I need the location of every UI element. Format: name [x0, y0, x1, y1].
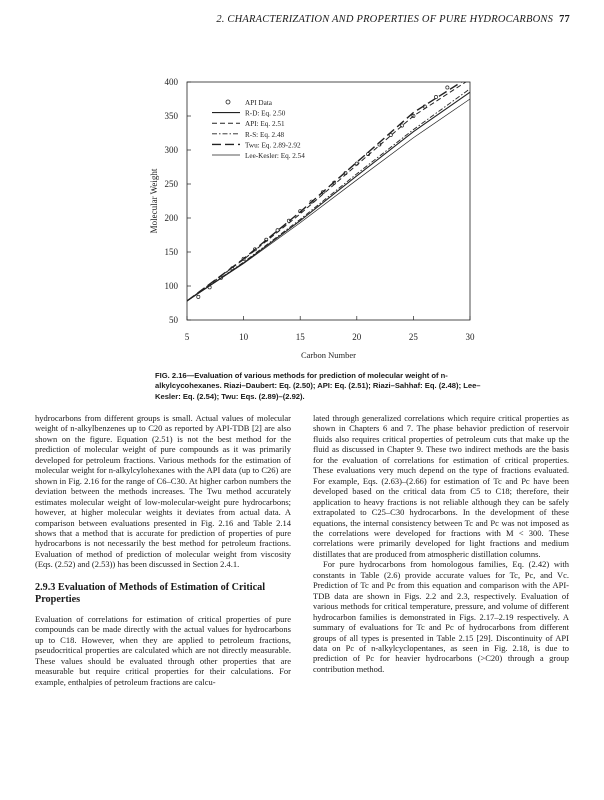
- y-tick-label: 50: [169, 315, 178, 325]
- series-line-lee-kesler-eq-2-54: [187, 99, 470, 301]
- y-tick-label: 200: [164, 213, 178, 223]
- api-data-point: [446, 86, 449, 89]
- y-tick-label: 250: [164, 179, 178, 189]
- right-paragraph-2: For pure hydrocarbons from homologous families, Eq. (2.42) with constants in Table (2.6) provide accurate values for Tc, Pc, and Vc. Prediction of Tc and Pc from this equation and comparison with the API-TDB data are shown in Figs. 2.2 and 2.3, respectively. Evaluation of various methods for critical temperature, pressure, and volume of different hydrocarbon families is demonstrated in Figs. 2.17–2.19 respectively. A summary of evaluations for Tc and Pc of hydrocarbons from different groups of all types is presented in Table 2.15 [29]. Discontinuity of API data on Pc of n-alkylcyclopentanes, as seen in Fig. 2.18, is due to prediction of Pc for heavier hydrocarbons (>C20) through a group contribution method.: [313, 559, 569, 674]
- right-column: [313, 413, 569, 674]
- x-tick-label: 20: [352, 332, 362, 342]
- running-title: 2. CHARACTERIZATION AND PROPERTIES OF PURE HYDROCARBONS: [216, 14, 554, 25]
- legend-marker-api-data: [226, 100, 230, 104]
- x-tick-label: 30: [465, 332, 475, 342]
- api-data-point: [468, 67, 471, 70]
- y-tick-label: 100: [164, 281, 178, 291]
- api-data-point: [197, 295, 200, 298]
- api-data-point: [457, 76, 460, 79]
- molecular-weight-chart: [0, 0, 604, 370]
- page-number: 77: [559, 14, 570, 25]
- y-tick-label: 300: [164, 145, 178, 155]
- x-tick-label: 5: [184, 332, 190, 342]
- legend-label-lee-kesler-eq-2-54: Lee-Kesler: Eq. 2.54: [245, 152, 305, 160]
- figure-caption: [155, 371, 490, 402]
- x-tick-label: 25: [408, 332, 418, 342]
- y-tick-label: 350: [164, 111, 178, 121]
- left-column: [35, 413, 291, 687]
- left-paragraph-1: hydrocarbons from different groups is small. Actual values of molecular weight of n-alkylbenzenes up to C20 as reported by API-TDB [2] are also shown on the figure. Equation (2.51) is not the best method for the prediction of molecular weight of pure compounds as it was primarily developed for petroleum fractions. Various methods for the estimation of molecular weight for n-alkylcylohexanes with the API data (up to C26) are shown in Fig. 2.16 for the range of C6–C30. At higher carbon numbers the deviation between the methods increases. The Twu method accurately estimates molecular weight of low-molecular-weight pure hydrocarbons; however, at higher molecular weights it deviates from actual data. A comparison between evaluations presented in Fig. 2.16 and Table 2.14 shows that a method that is accurate for prediction of properties of pure hydrocarbons is not necessarily the best method for petroleum fractions. Evaluation of method of prediction of molecular weight from viscosity (Eqs. (2.52) and (2.53)) has been discussed in Section 2.4.1.: [35, 413, 291, 570]
- legend-label-r-s-eq-2-48: R-S: Eq. 2.48: [245, 130, 285, 139]
- y-axis-label: Molecular Weight: [149, 168, 159, 234]
- caption-text: Evaluation of various methods for prediction of molecular weight of n-alkylcycohexanes. Riazi–Daubert: Eq. (2.50); API: Eq. (2.51); Riazi–Sahhaf: Eq. (2.48); Lee–Kesler: Eq. (2.54); Twu: Eqs. (2.89)–(2.92).: [155, 371, 481, 401]
- y-tick-label: 150: [164, 247, 178, 257]
- legend-label-api-eq-2-51: API: Eq. 2.51: [245, 120, 285, 129]
- x-tick-label: 10: [239, 332, 249, 342]
- series-line-twu-eq-2-89-2-92: [187, 77, 470, 301]
- legend-label-twu-eq-2-89-2-92: Twu: Eq. 2.89-2.92: [245, 141, 301, 150]
- y-tick-label: 400: [164, 77, 178, 87]
- right-paragraph-1: lated through generalized correlations which require critical properties as shown in Chapters 6 and 7. The phase behavior prediction of reservoir fluids also requires critical properties of petroleum cuts that make up the fluid as discussed in Chapter 9. These two indirect methods are the basis for the evaluation of correlations for estimation of critical properties. These evaluations very much depend on the type of fractions evaluated. For example, Eqs. (2.63)–(2.66) for estimation of Tc and Pc have been developed based on the critical data from C5 to C18; therefore, their application to heavy fractions is not reliable although they can be safely extrapolated to C25–C30 hydrocarbons. In the development of these equations, the internal consistency between Tc and Pc was not imposed as the correlations were developed for fractions with M < 300. These correlations were primarily developed for light fractions and medium distillates that are produced from atmospheric distillation columns.: [313, 413, 569, 559]
- legend-label-api-data: API Data: [245, 99, 272, 107]
- caption-label: FIG. 2.16—: [155, 371, 195, 380]
- legend-label-r-d-eq-2-50: R-D: Eq. 2.50: [245, 109, 286, 118]
- x-axis-label: Carbon Number: [300, 350, 357, 360]
- section-heading: 2.9.3 Evaluation of Methods of Estimation of Critical Properties: [35, 581, 266, 605]
- left-paragraph-2: Evaluation of correlations for estimation of critical properties of pure compounds can be made directly with the actual values for hydrocarbons up to C18. However, when they are applied to petroleum fractions, pseudocritical properties are calculated which are not directly measurable. These values should be evaluated through other properties that are measurable but require critical properties for their calculations. For example, enthalpies of petroleum fractions are calcu-: [35, 613, 291, 687]
- x-tick-label: 15: [295, 332, 305, 342]
